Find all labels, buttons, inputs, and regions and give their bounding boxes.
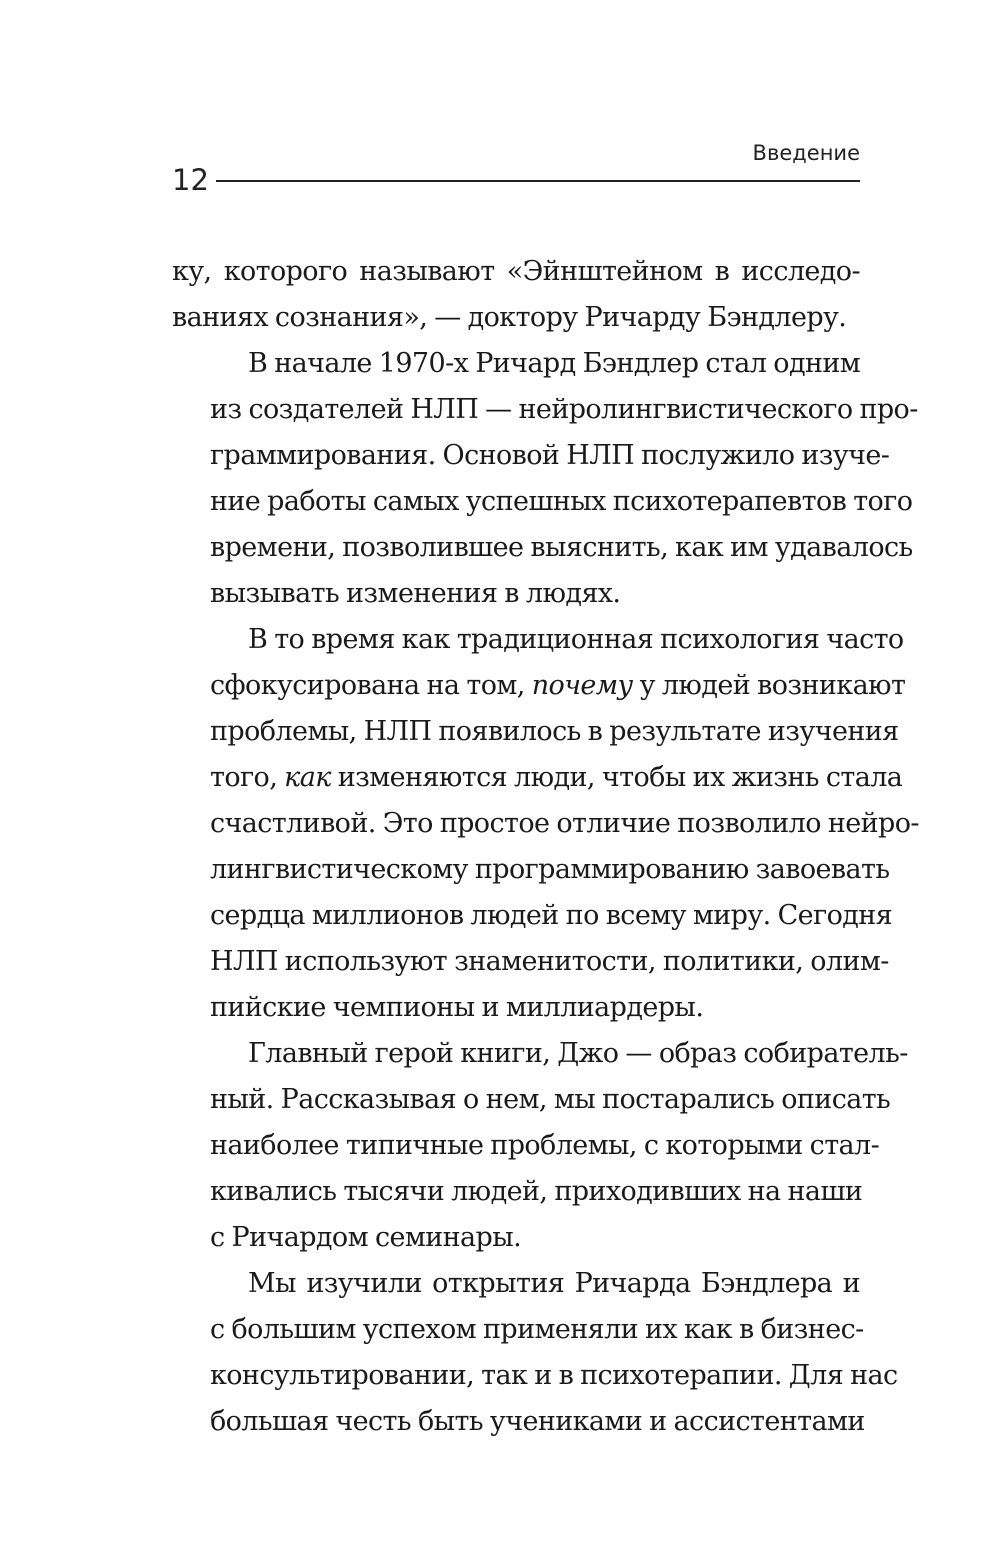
body-text xyxy=(172,249,919,1445)
text-line: кивались тысячи людей, приходивших на наши xyxy=(210,1176,863,1207)
paragraph xyxy=(172,617,919,1031)
paragraph xyxy=(172,249,860,341)
text-line xyxy=(172,755,903,801)
text-line: наиболее типичные проблемы, с которыми стал- xyxy=(210,1130,880,1161)
text-line: времени, позволившее выяснить, как им удавалось xyxy=(210,532,913,563)
text-line: из создателей НЛП — нейролингвистического про- xyxy=(210,394,918,425)
text-line: лингвистическому программированию завоевать xyxy=(210,854,890,885)
text-segment: сфокусирована на том, xyxy=(210,670,532,701)
running-head: Введение xyxy=(752,141,860,165)
text-line: вызывать изменения в людях. xyxy=(210,578,621,609)
text-segment: изменяются люди, чтобы их жизнь стала xyxy=(330,762,903,793)
text-line: ку, которого называют «Эйнштейном в исследо- xyxy=(172,256,860,287)
emphasis: почему xyxy=(531,670,633,701)
text-line: консультировании, так и в психотерапии. Для нас xyxy=(210,1360,898,1391)
text-line: граммирования. Основой НЛП послужило изуче- xyxy=(210,440,890,471)
text-line: с Ричардом семинары. xyxy=(210,1222,522,1253)
text-line: ваниях сознания», — доктору Ричарду Бэндлеру. xyxy=(172,302,847,333)
text-segment: того, xyxy=(210,762,285,793)
text-line: Главный герой книги, Джо — образ собиратель- xyxy=(248,1038,908,1069)
text-line: НЛП используют знаменитости, политики, олим- xyxy=(210,946,889,977)
header-rule xyxy=(216,180,860,182)
text-segment: у людей возникают xyxy=(632,670,906,701)
page-number: 12 xyxy=(172,163,209,197)
text-line: В начале 1970-х Ричард Бэндлер стал одним xyxy=(248,348,861,379)
text-line: проблемы, НЛП появилось в результате изучения xyxy=(210,716,899,747)
paragraph xyxy=(172,341,918,617)
text-line: с большим успехом применяли их как в бизнес- xyxy=(210,1314,864,1345)
text-line: большая честь быть учениками и ассистентами xyxy=(210,1406,865,1437)
text-line: Мы изучили открытия Ричарда Бэндлера и xyxy=(248,1268,860,1299)
text-line: ние работы самых успешных психотерапевтов того xyxy=(210,486,913,517)
text-line: ный. Рассказывая о нем, мы постарались описать xyxy=(210,1084,891,1115)
text-line: счастливой. Это простое отличие позволило нейро- xyxy=(210,808,919,839)
emphasis: как xyxy=(284,762,331,793)
text-line xyxy=(172,663,906,709)
text-line: В то время как традиционная психология часто xyxy=(248,624,904,655)
text-line: пийские чемпионы и миллиардеры. xyxy=(210,992,704,1023)
paragraph xyxy=(172,1261,898,1445)
paragraph xyxy=(172,1031,908,1261)
text-line: сердца миллионов людей по всему миру. Сегодня xyxy=(210,900,893,931)
